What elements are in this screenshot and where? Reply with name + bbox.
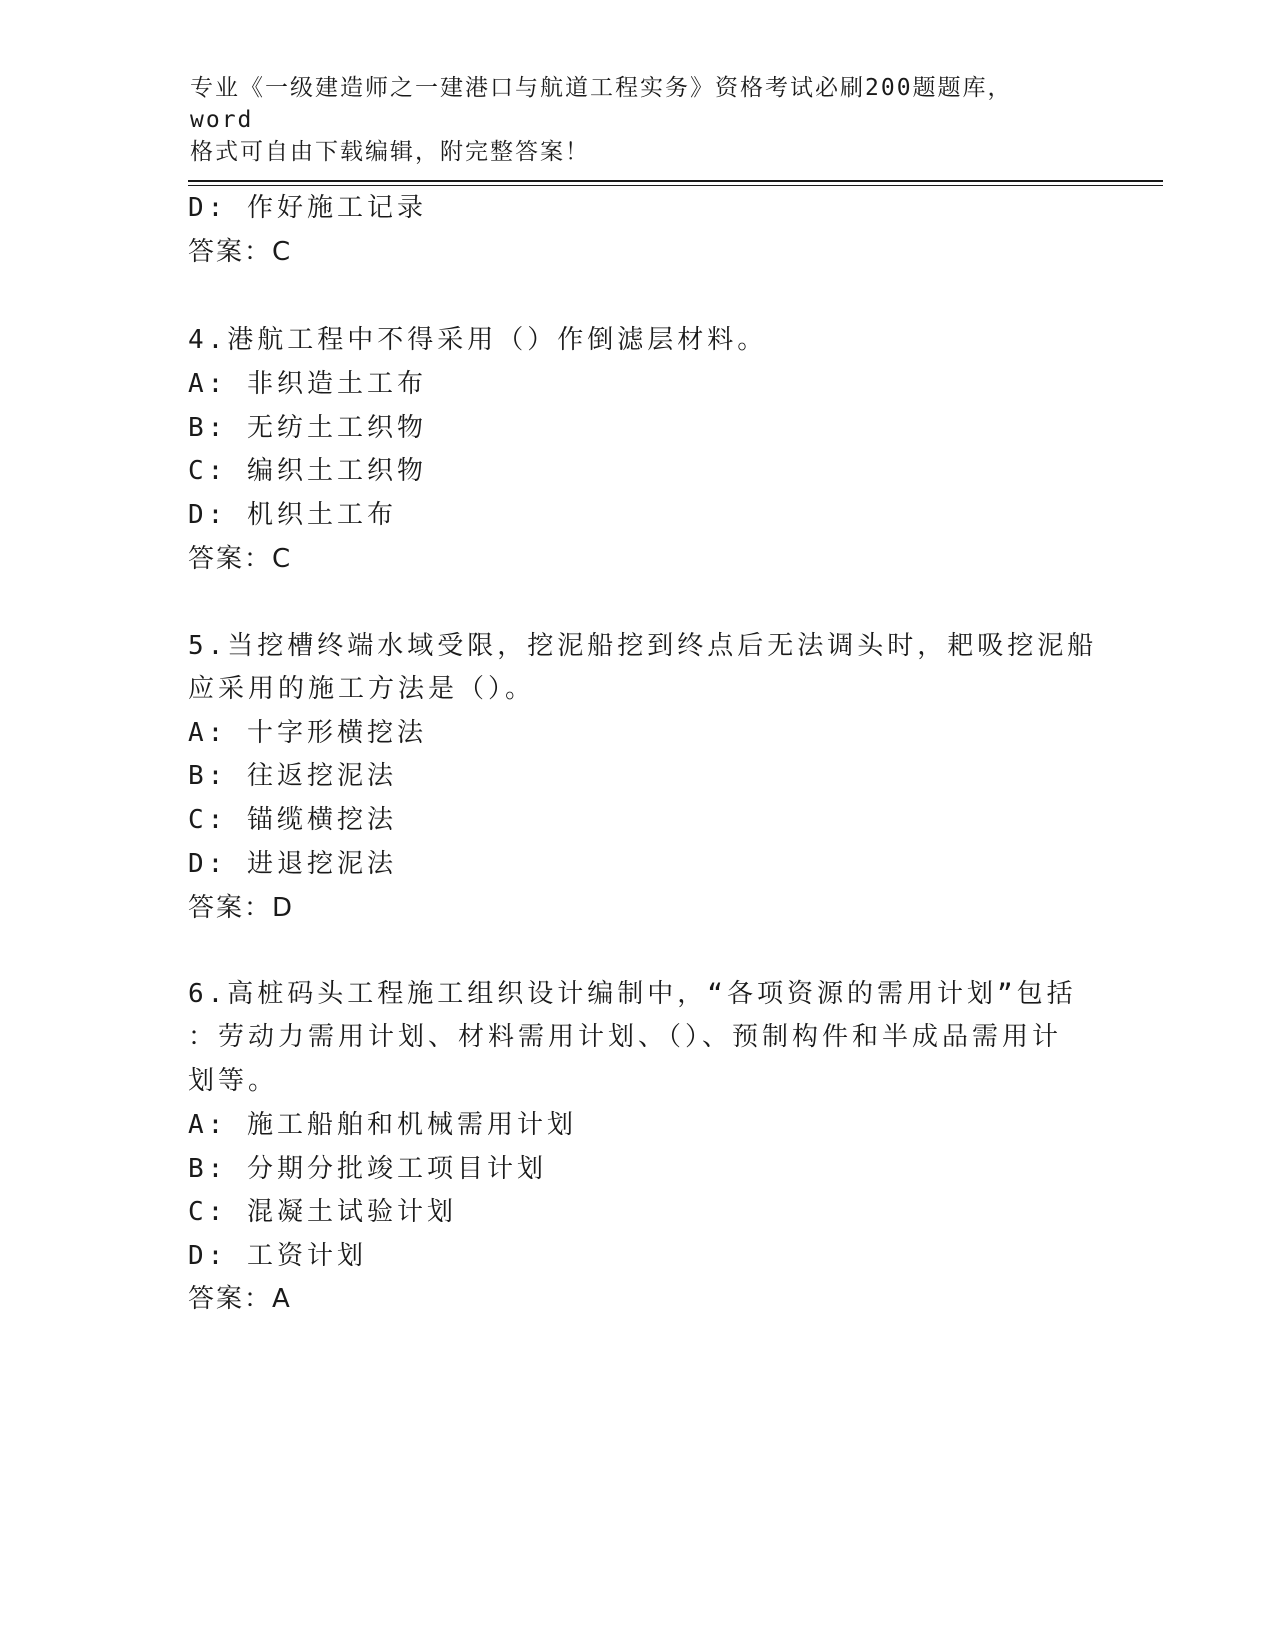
header-divider-thin	[188, 185, 1163, 186]
q5-option-a: A: 十字形横挖法	[188, 718, 427, 748]
q5-option-d: D: 进退挖泥法	[188, 849, 397, 879]
q3-option-d: D: 作好施工记录	[188, 193, 427, 223]
q5-stem-line-2: 应采用的施工方法是（）。	[188, 674, 536, 704]
q6-option-b: B: 分期分批竣工项目计划	[188, 1154, 547, 1184]
header-line-2: 格式可自由下载编辑，附完整答案！	[190, 139, 590, 165]
q4-answer: 答案：C	[188, 544, 293, 574]
q6-answer: 答案：A	[188, 1284, 292, 1314]
q6-option-a: A: 施工船舶和机械需用计划	[188, 1110, 577, 1140]
header-divider-thick	[188, 180, 1163, 182]
q5-answer: 答案：D	[188, 893, 295, 923]
q6-option-d: D: 工资计划	[188, 1241, 367, 1271]
q4-option-a: A: 非织造土工布	[188, 369, 427, 399]
q5-stem-line-1: 5.当挖槽终端水域受限，挖泥船挖到终点后无法调头时，耙吸挖泥船	[188, 631, 1098, 661]
q6-stem-line-1: 6.高桩码头工程施工组织设计编制中，“各项资源的需用计划”包括	[188, 979, 1077, 1009]
q6-stem-line-3: 划等。	[188, 1066, 279, 1096]
document-header	[190, 72, 1070, 168]
header-line-1: 专业《一级建造师之一建港口与航道工程实务》资格考试必刷200题题库，word	[190, 75, 1013, 133]
q3-answer: 答案：C	[188, 237, 293, 267]
q6-option-c: C: 混凝土试验计划	[188, 1197, 457, 1227]
q5-option-b: B: 往返挖泥法	[188, 761, 397, 791]
q4-stem: 4.港航工程中不得采用（）作倒滤层材料。	[188, 325, 768, 355]
q5-option-c: C: 锚缆横挖法	[188, 805, 397, 835]
q6-stem-line-2: ：劳动力需用计划、材料需用计划、（）、预制构件和半成品需用计	[188, 1022, 1063, 1052]
q4-option-b: B: 无纺土工织物	[188, 413, 427, 443]
q4-option-c: C: 编织土工织物	[188, 456, 427, 486]
q4-option-d: D: 机织土工布	[188, 500, 397, 530]
